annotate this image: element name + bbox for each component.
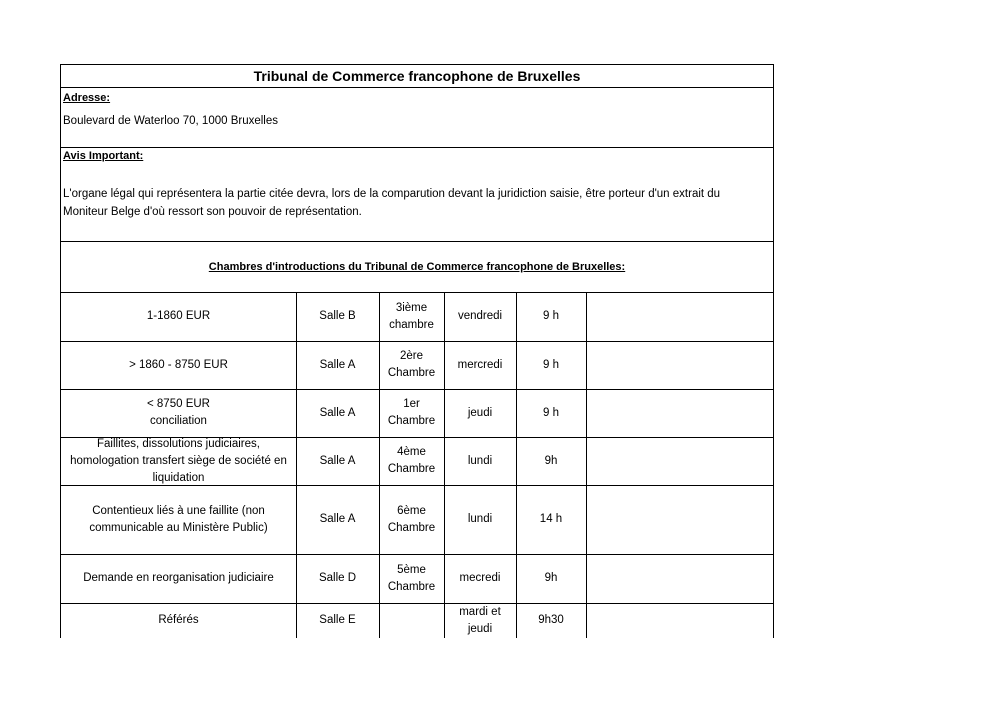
row-divider: [61, 292, 773, 293]
salle-cell: [296, 554, 379, 603]
salle-text: Salle A: [319, 406, 356, 419]
salle-cell: [296, 389, 379, 437]
salle-text: Salle A: [319, 513, 356, 525]
heure-text: 9h: [544, 572, 558, 584]
heure-text: 9 h: [543, 358, 559, 371]
table-row: [61, 341, 773, 389]
column-divider: [444, 292, 445, 638]
description-line: < 8750 EUR: [147, 398, 210, 410]
salle-cell: [296, 603, 379, 638]
column-divider: [586, 292, 587, 638]
description-cell: [61, 437, 296, 485]
notice-text: [63, 185, 767, 221]
empty-cell: [586, 554, 773, 603]
row-divider: [61, 485, 773, 486]
chambre-line: 1er: [403, 398, 420, 410]
chambre-line: 3ième: [395, 301, 428, 314]
notice-line-2: Moniteur Belge d'où ressort son pouvoir de représentation.: [63, 206, 362, 218]
column-divider: [516, 292, 517, 638]
salle-text: Salle A: [319, 358, 356, 371]
row-divider: [61, 603, 773, 604]
empty-cell: [586, 341, 773, 389]
salle-text: Salle B: [319, 310, 356, 322]
chambre-cell: [379, 437, 444, 485]
document-sheet: [60, 64, 774, 638]
heure-cell: [516, 292, 586, 341]
jour-line: jeudi: [467, 622, 493, 635]
description-line: Contentieux liés à une faillite (non: [92, 504, 265, 517]
jour-cell: [444, 389, 516, 437]
chambre-line: chambre: [389, 318, 434, 331]
table-row: [61, 603, 773, 638]
description-line: liquidation: [152, 471, 205, 484]
jour-cell: [444, 485, 516, 554]
salle-text: Salle E: [319, 614, 356, 626]
jour-cell: [444, 292, 516, 341]
salle-cell: [296, 485, 379, 554]
description-line: Demande en reorganisation judiciaire: [83, 572, 274, 584]
table-row: [61, 485, 773, 554]
description-line: Faillites, dissolutions judiciaires,: [97, 437, 260, 450]
description-line: communicable au Ministère Public): [89, 521, 268, 534]
row-divider: [61, 341, 773, 342]
description-line: > 1860 - 8750 EUR: [129, 358, 228, 371]
empty-cell: [586, 389, 773, 437]
chambre-cell: [379, 603, 444, 638]
chambres-title: Chambres d'introductions du Tribunal de Commerce francophone de Bruxelles:: [208, 261, 626, 273]
chambre-cell: [379, 389, 444, 437]
chambre-line: Chambre: [387, 463, 436, 475]
empty-cell: [586, 292, 773, 341]
chambre-line: Chambre: [387, 415, 436, 427]
jour-line: mercredi: [457, 358, 503, 371]
jour-line: mecredi: [459, 572, 501, 584]
row-divider: [61, 437, 773, 438]
address-block: [61, 88, 773, 148]
description-cell: [61, 341, 296, 389]
jour-cell: [444, 437, 516, 485]
heure-text: 14 h: [539, 513, 563, 525]
table-row: [61, 554, 773, 603]
address-value: Boulevard de Waterloo 70, 1000 Bruxelles: [63, 115, 279, 127]
chambre-line: 6ème: [397, 504, 426, 517]
table-row: [61, 292, 773, 341]
salle-text: Salle A: [319, 454, 356, 467]
chambre-cell: [379, 554, 444, 603]
description-cell: [61, 389, 296, 437]
table-row: [61, 437, 773, 485]
row-divider: [61, 554, 773, 555]
heure-text: 9h: [544, 454, 558, 467]
column-divider: [379, 292, 380, 638]
jour-line: mardi et: [459, 605, 501, 618]
empty-cell: [586, 485, 773, 554]
heure-cell: [516, 603, 586, 638]
heure-cell: [516, 437, 586, 485]
heure-cell: [516, 485, 586, 554]
chambres-block: [61, 242, 773, 293]
chambre-line: Chambre: [387, 580, 436, 593]
chambre-line: 5ème: [397, 563, 426, 576]
salle-cell: [296, 341, 379, 389]
chambre-line: Chambre: [387, 521, 436, 534]
salle-text: Salle D: [318, 572, 357, 584]
jour-line: vendredi: [457, 310, 503, 322]
salle-cell: [296, 437, 379, 485]
jour-line: lundi: [467, 454, 493, 467]
description-line: homologation transfert siège de société en: [70, 454, 287, 467]
jour-line: lundi: [467, 513, 493, 525]
heure-cell: [516, 554, 586, 603]
column-divider: [296, 292, 297, 638]
empty-cell: [586, 603, 773, 638]
chambre-cell: [379, 341, 444, 389]
table-row: [61, 389, 773, 437]
heure-cell: [516, 341, 586, 389]
heure-cell: [516, 389, 586, 437]
jour-cell: [444, 603, 516, 638]
page-title: Tribunal de Commerce francophone de Bruxelles: [61, 65, 773, 88]
chambre-line: 2ère: [399, 350, 424, 362]
description-cell: [61, 485, 296, 554]
notice-line-1: L'organe légal qui représentera la partie citée devra, lors de la comparution devant la juridiction saisie, être porteur d'un extrait du: [63, 188, 721, 200]
description-line: conciliation: [150, 415, 207, 427]
jour-cell: [444, 554, 516, 603]
notice-label: Avis Important:: [63, 150, 144, 162]
chambre-line: Chambre: [387, 367, 436, 379]
chambre-line: 4ème: [397, 446, 426, 458]
empty-cell: [586, 437, 773, 485]
heure-text: 9 h: [543, 310, 559, 322]
description-line: Référés: [158, 614, 199, 626]
description-cell: [61, 292, 296, 341]
description-cell: [61, 603, 296, 638]
salle-cell: [296, 292, 379, 341]
chambre-cell: [379, 292, 444, 341]
description-line: 1-1860 EUR: [146, 310, 211, 322]
jour-line: jeudi: [467, 406, 493, 419]
heure-text: 9 h: [543, 406, 559, 419]
notice-block: [61, 148, 773, 242]
description-cell: [61, 554, 296, 603]
heure-text: 9h30: [538, 614, 564, 626]
row-divider: [61, 389, 773, 390]
jour-cell: [444, 341, 516, 389]
chambre-cell: [379, 485, 444, 554]
address-label: Adresse:: [63, 92, 111, 104]
